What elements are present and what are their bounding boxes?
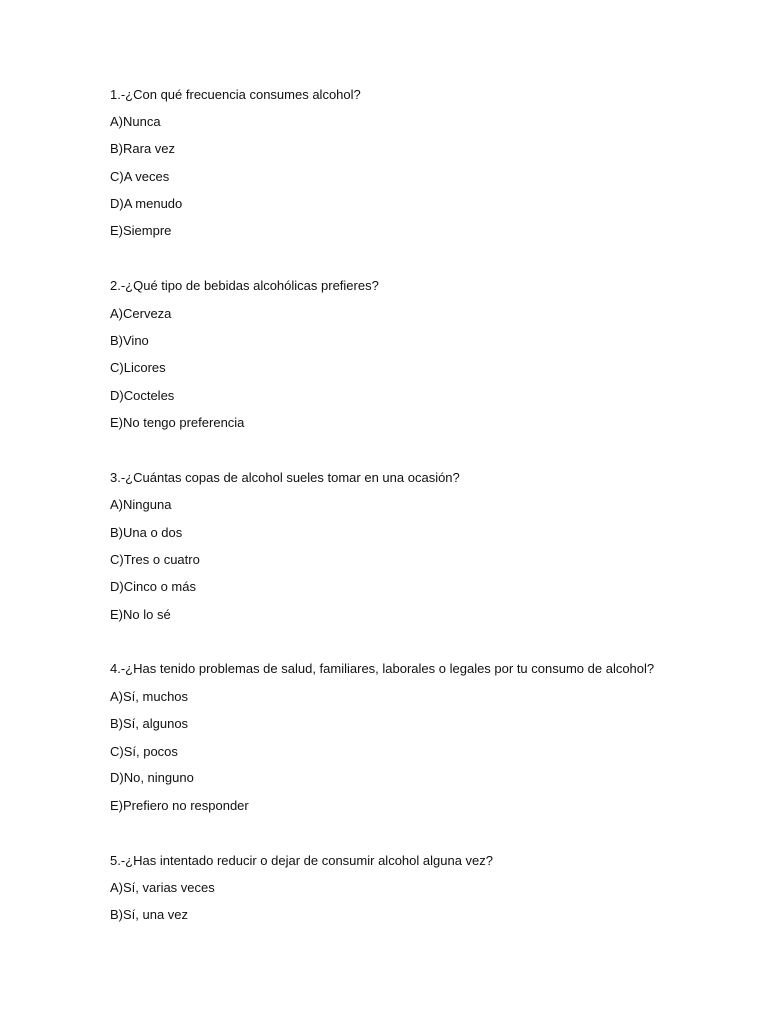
question-1-option-e: E)Siempre (110, 223, 172, 238)
question-3-option-b: B)Una o dos (110, 525, 183, 540)
question-3-text: 3.-¿Cuántas copas de alcohol sueles tomar en una ocasión? (110, 470, 460, 485)
question-5-text: 5.-¿Has intentado reducir o dejar de consumir alcohol alguna vez? (110, 853, 493, 868)
question-2-option-b: B)Vino (110, 333, 149, 348)
question-2-option-c: C)Licores (110, 360, 166, 375)
question-1-option-a: A)Nunca (110, 114, 161, 129)
question-2-option-d: D)Cocteles (110, 388, 175, 403)
question-3-option-a: A)Ninguna (110, 497, 172, 512)
question-2-option-e: E)No tengo preferencia (110, 415, 245, 430)
question-3-option-d: D)Cinco o más (110, 579, 196, 594)
question-4-text: 4.-¿Has tenido problemas de salud, familiares, laborales o legales por tu consumo de alcohol? (110, 661, 655, 676)
question-5-option-b: B)Sí, una vez (110, 907, 189, 922)
question-4-option-d: D)No, ninguno (110, 770, 194, 785)
question-1-option-b: B)Rara vez (110, 141, 176, 156)
question-4-option-c: C)Sí, pocos (110, 744, 178, 759)
question-4-option-a: A)Sí, muchos (110, 689, 189, 704)
question-2-option-a: A)Cerveza (110, 306, 172, 321)
question-3-option-e: E)No lo sé (110, 607, 171, 622)
question-5-option-a: A)Sí, varias veces (110, 880, 215, 895)
question-4-option-b: B)Sí, algunos (110, 716, 189, 731)
question-1-text: 1.-¿Con qué frecuencia consumes alcohol? (110, 87, 361, 102)
question-1-option-d: D)A menudo (110, 196, 183, 211)
question-1-option-c: C)A veces (110, 169, 170, 184)
question-2-text: 2.-¿Qué tipo de bebidas alcohólicas prefieres? (110, 278, 379, 293)
question-3-option-c: C)Tres o cuatro (110, 552, 200, 567)
question-4-option-e: E)Prefiero no responder (110, 798, 249, 813)
